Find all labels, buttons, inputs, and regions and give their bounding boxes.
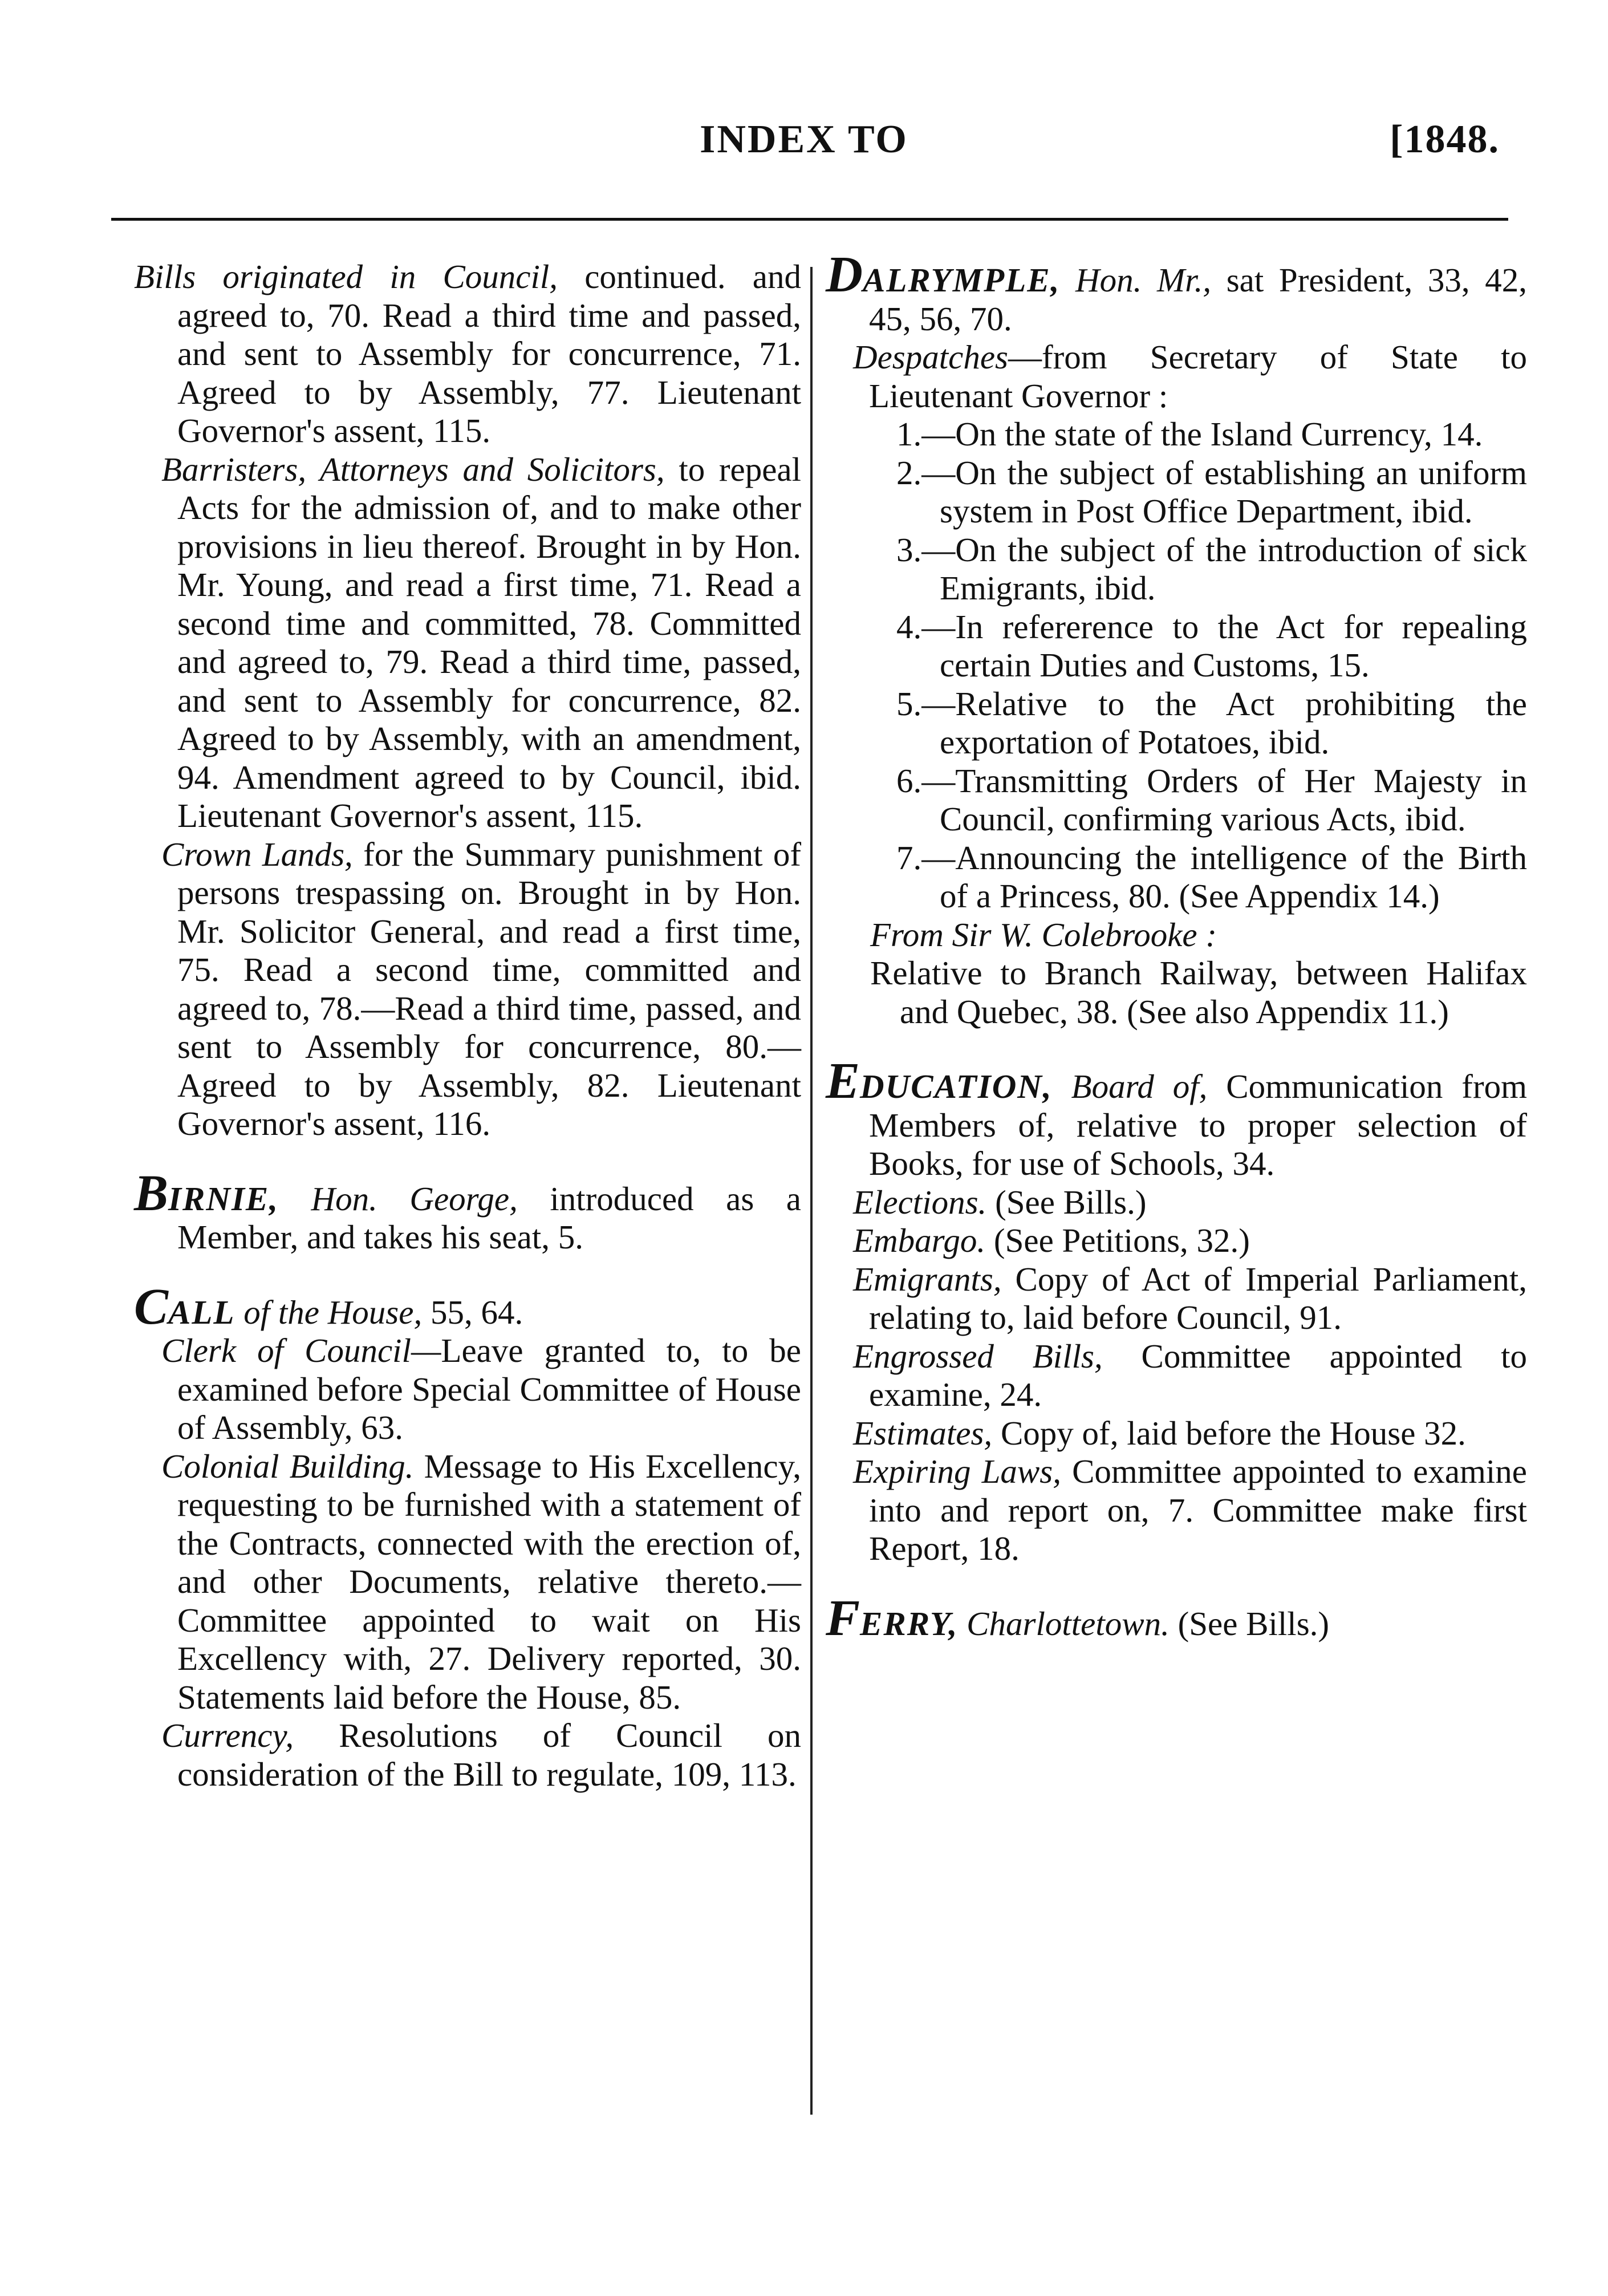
entry-text: 4.—In refererence to the Act for repealing certain Duties and Customs, 15. bbox=[896, 607, 1527, 684]
entry-text: 5.—Relative to the Act prohibiting the exportation of Potatoes, ibid. bbox=[896, 684, 1527, 761]
entry-text: continued. and agreed to, 70. Read a third time and passed, and sent to Assembly for concurrence, 71. Agreed to by Assembly, 77. Lieutenant Governor's assent, 115. bbox=[177, 258, 801, 449]
entry-text: Relative to Branch Railway, between Halifax and Quebec, 38. (See also Appendix 11.) bbox=[870, 954, 1527, 1031]
entry-text: sat President, 33, 42, 45, 56, 70. bbox=[869, 261, 1527, 338]
index-entry bbox=[826, 1222, 1527, 1260]
index-entry bbox=[826, 1337, 1527, 1414]
entry-text: Committee appointed to examine, 24. bbox=[869, 1337, 1527, 1413]
entry-text: Leave granted to, to be examined before Special Committee of House of Assembly, 63. bbox=[177, 1332, 801, 1446]
entry-text: Copy of, laid before the House 32. bbox=[992, 1414, 1466, 1452]
index-entry bbox=[826, 839, 1527, 916]
entry-heading: Hon. George, bbox=[279, 1179, 518, 1218]
entry-heading: Currency, bbox=[161, 1717, 294, 1754]
entry-gap bbox=[826, 1031, 1527, 1064]
running-title: INDEX TO bbox=[700, 117, 908, 161]
running-year: [1848. bbox=[1390, 117, 1500, 161]
entry-text: —from Secretary of State to Lieutenant Governor : bbox=[869, 338, 1527, 415]
entry-caps: ALL bbox=[168, 1293, 235, 1331]
entry-heading: Engrossed Bills, bbox=[853, 1337, 1103, 1375]
entry-heading: Despatches bbox=[853, 338, 1008, 376]
entry-heading: Estimates, bbox=[853, 1414, 993, 1452]
index-entry bbox=[826, 338, 1527, 415]
entry-text: Communication from Members of, relative to proper selection of Books, for use of Schools, 34. bbox=[869, 1068, 1527, 1182]
entry-text: to repeal Acts for the admission of, and to make other provisions in lieu thereof. Brought in by Hon. Mr. Young, and read a first time, 71. Read a second time and committed, 78. Committed and agreed to, 79. Read a third time, passed, and sent to Assembly for concurrence, 82. Agreed to by Assembly, with an amendment, 94. Amendment agreed to by Council, ibid. Lieutenant Governor's assent, 115. bbox=[177, 450, 801, 834]
right-column bbox=[826, 246, 1527, 1646]
entry-heading: Hon. Mr., bbox=[1060, 261, 1212, 299]
index-entry bbox=[826, 246, 1527, 338]
entry-heading: Embargo. bbox=[853, 1222, 986, 1259]
index-entry bbox=[826, 1053, 1527, 1183]
entry-text: Message to His Excellency, requesting to be furnished with a statement of the Contracts, connected with the erection of, and other Documents, relative thereto.—Committee appointed to wait on His Excellency with, 27. Delivery reported, 30. Statements laid before the House, 85. bbox=[177, 1447, 801, 1716]
entry-text: 2.—On the subject of establishing an uniform system in Post Office Department, ibid. bbox=[896, 453, 1527, 530]
entry-heading: Emigrants, bbox=[853, 1260, 1002, 1298]
index-entry bbox=[826, 415, 1527, 454]
entry-text: Committee appointed to examine into and report on, 7. Committee make first Report, 18. bbox=[869, 1453, 1527, 1567]
entry-gap bbox=[134, 1143, 801, 1177]
index-entry bbox=[826, 531, 1527, 608]
index-entry bbox=[134, 1278, 801, 1335]
entry-text: (See Bills.) bbox=[1169, 1604, 1330, 1642]
index-entry bbox=[826, 1414, 1527, 1453]
entry-text: 55, 64. bbox=[422, 1293, 523, 1331]
entry-caps: DUCATION, bbox=[860, 1068, 1053, 1105]
index-entry bbox=[134, 451, 801, 835]
entry-heading: Expiring Laws, bbox=[853, 1453, 1061, 1490]
entry-heading: From Sir W. Colebrooke : bbox=[870, 915, 1217, 954]
entry-text: Resolutions of Council on consideration of the Bill to regulate, 109, 113. bbox=[177, 1717, 801, 1793]
entry-text: (See Petitions, 32.) bbox=[985, 1222, 1250, 1259]
index-entry bbox=[826, 1260, 1527, 1337]
entry-text: (See Bills.) bbox=[986, 1183, 1147, 1221]
drop-capital: D bbox=[826, 246, 863, 303]
header-rule bbox=[111, 218, 1508, 221]
entry-heading: Barristers, Attorneys and Solicitors, bbox=[161, 450, 665, 488]
entry-text: 6.—Transmitting Orders of Her Majesty in Council, confirming various Acts, ibid. bbox=[896, 761, 1527, 838]
entry-heading: Colonial Building. bbox=[161, 1447, 414, 1485]
drop-capital: F bbox=[826, 1589, 860, 1646]
index-entry bbox=[826, 454, 1527, 531]
index-entry bbox=[826, 762, 1527, 839]
entry-text: 1.—On the state of the Island Currency, 14. bbox=[896, 415, 1483, 453]
index-entry bbox=[134, 258, 801, 451]
entry-heading: Crown Lands, bbox=[161, 835, 353, 873]
entry-text: for the Summary punishment of persons trespassing on. Brought in by Hon. Mr. Solicitor General, and read a first time, 75. Read a second time, committed and agreed to, 78.—Read a third time, passed, and sent to Assembly for concurrence, 80.—Agreed to by Assembly, 82. Lieutenant Governor's assent, 116. bbox=[177, 835, 802, 1142]
page-header bbox=[0, 117, 1608, 185]
index-entry bbox=[134, 1332, 801, 1447]
index-entry bbox=[826, 916, 1527, 955]
index-entry bbox=[826, 685, 1527, 762]
drop-capital: C bbox=[134, 1278, 169, 1335]
index-entry bbox=[134, 1165, 801, 1257]
index-entry bbox=[826, 1453, 1527, 1568]
entry-caps: ERRY, bbox=[860, 1604, 959, 1642]
entry-heading: Board of, bbox=[1052, 1068, 1208, 1105]
index-entry bbox=[826, 608, 1527, 685]
index-entry bbox=[826, 1589, 1527, 1646]
entry-heading: of the House, bbox=[235, 1293, 423, 1331]
index-entry bbox=[826, 954, 1527, 1031]
entry-heading: Elections. bbox=[853, 1183, 987, 1221]
drop-capital: E bbox=[826, 1053, 860, 1109]
entry-text: 3.—On the subject of the introduction of sick Emigrants, ibid. bbox=[896, 530, 1527, 607]
entry-heading: Clerk of Council— bbox=[161, 1332, 441, 1369]
entry-caps: ALRYMPLE, bbox=[863, 261, 1061, 299]
left-column bbox=[134, 258, 801, 1794]
drop-capital: B bbox=[134, 1165, 169, 1222]
entry-text: 7.—Announcing the intelligence of the Birth of a Princess, 80. (See Appendix 14.) bbox=[896, 838, 1527, 915]
column-rule bbox=[810, 267, 813, 2115]
index-entry bbox=[134, 835, 801, 1143]
entry-gap bbox=[826, 1568, 1527, 1601]
entry-heading: Charlottetown. bbox=[958, 1604, 1170, 1642]
entry-text: Copy of Act of Imperial Parliament, relating to, laid before Council, 91. bbox=[869, 1260, 1527, 1336]
index-entry bbox=[134, 1447, 801, 1717]
entry-caps: IRNIE, bbox=[168, 1179, 279, 1218]
entry-heading: Bills originated in Council, bbox=[134, 258, 558, 295]
index-entry bbox=[134, 1717, 801, 1794]
index-entry bbox=[826, 1183, 1527, 1222]
entry-gap bbox=[134, 1257, 801, 1290]
entry-text: introduced as a Member, and takes his seat, 5. bbox=[177, 1179, 801, 1256]
